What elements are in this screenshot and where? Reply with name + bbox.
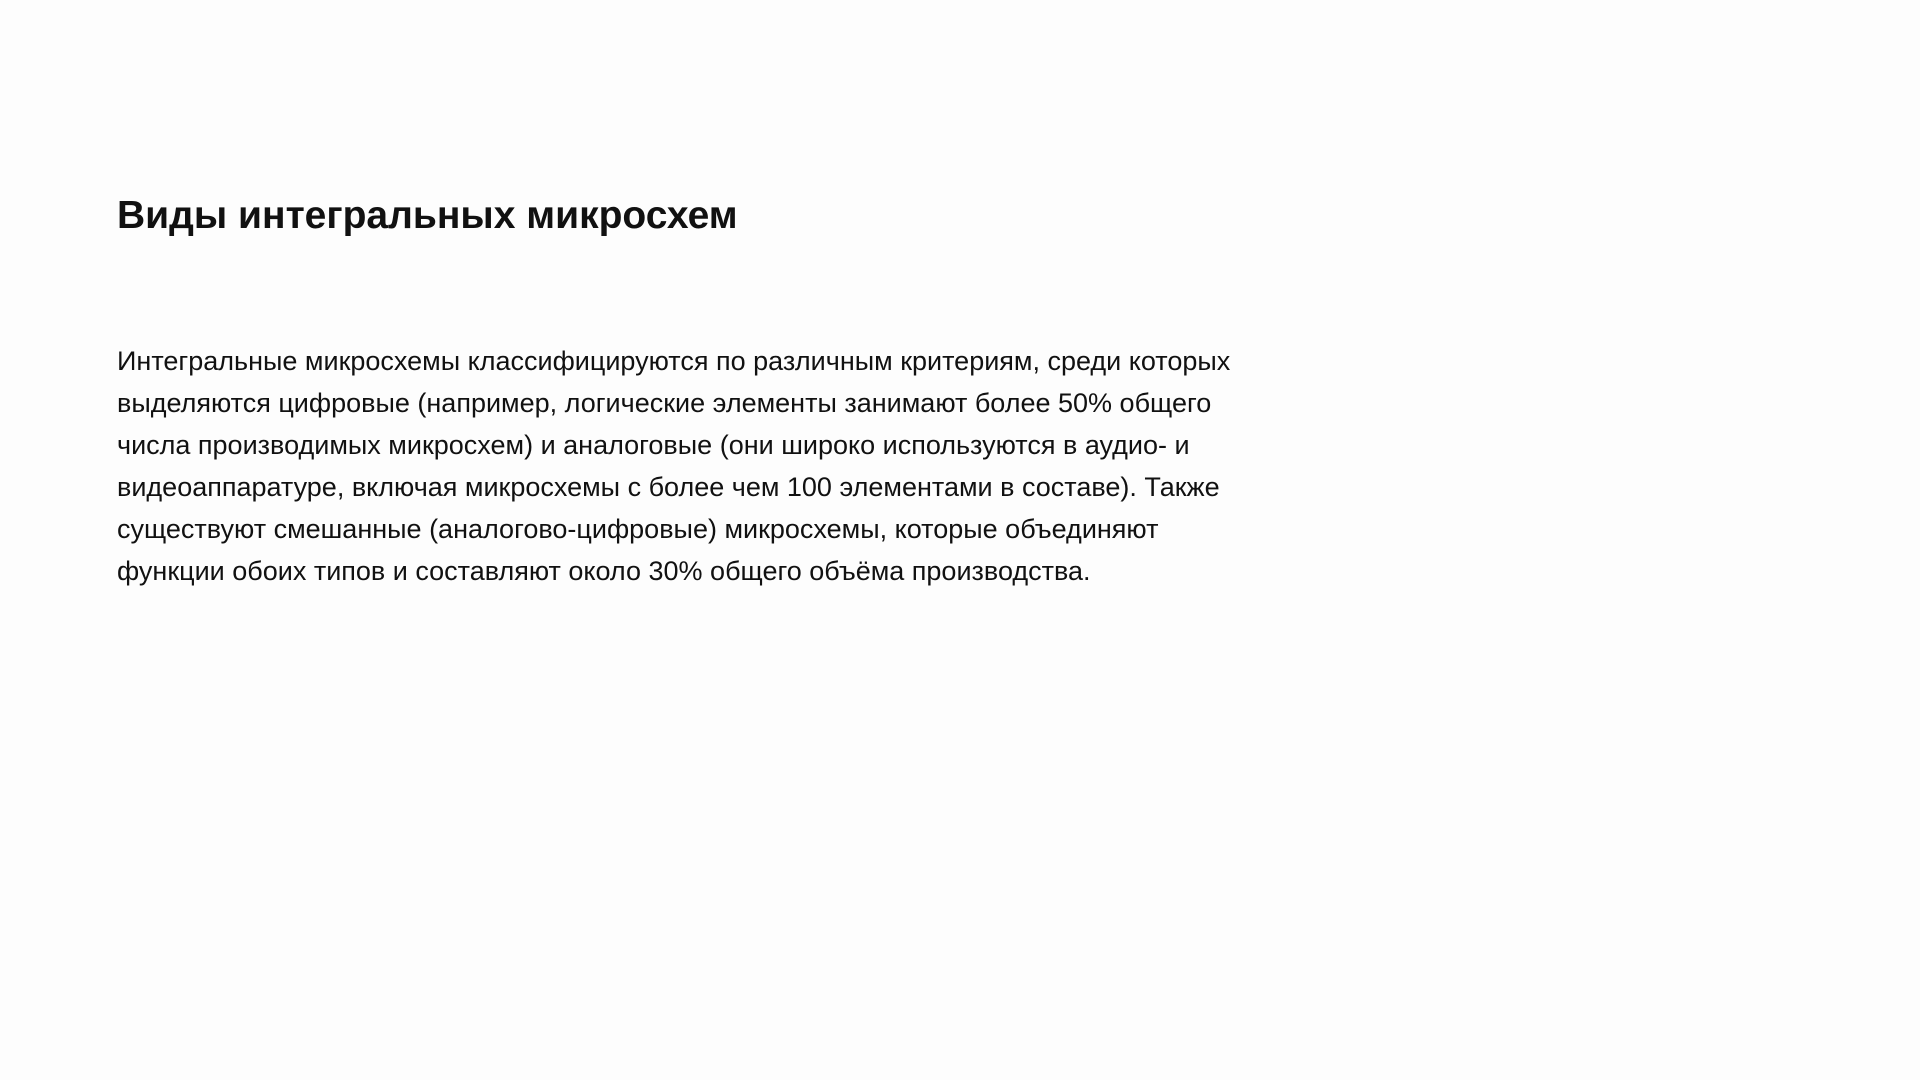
paragraph-line: существуют смешанные (аналогово-цифровые) микросхемы, которые объединяют — [117, 514, 1159, 544]
paragraph-line: числа производимых микросхем) и аналоговые (они широко используются в аудио- и — [117, 430, 1190, 460]
paragraph-line: выделяются цифровые (например, логические элементы занимают более 50% общего — [117, 388, 1212, 418]
slide-title: Виды интегральных микросхем — [117, 194, 738, 237]
paragraph-line: функции обоих типов и составляют около 30% общего объёма производства. — [117, 556, 1091, 586]
paragraph-line: Интегральные микросхемы классифицируются по различным критериям, среди которых — [117, 346, 1231, 376]
paragraph-line: видеоаппаратуре, включая микросхемы с более чем 100 элементами в составе). Также — [117, 472, 1220, 502]
slide-body-paragraph — [117, 340, 1297, 592]
